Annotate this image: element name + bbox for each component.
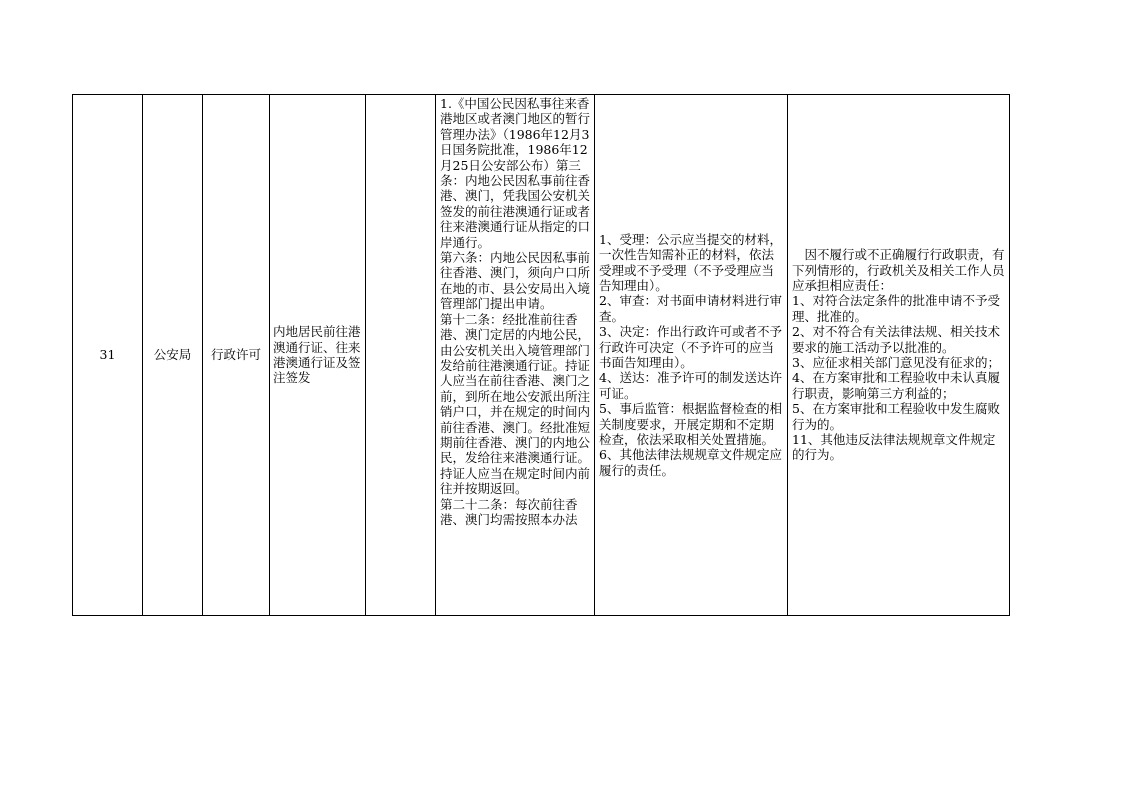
legal-basis-paragraph: 第二十二条：每次前往香港、澳门均需按照本办法 xyxy=(440,496,578,527)
accountability-cell xyxy=(788,95,1009,615)
responsibility-step: 2、审查：对书面申请材料进行审查。 xyxy=(599,293,782,324)
responsibility-steps-list xyxy=(599,232,783,479)
row-number: 31 xyxy=(99,347,116,363)
accountability-item: 11、其他违反法律法规规章文件规定的行为。 xyxy=(792,432,996,463)
category-cell xyxy=(203,95,270,615)
legal-basis-paragraph: 第六条：内地公民因私事前往香港、澳门，须向户口所在地的市、县公安局出入境管理部门提出申请。 xyxy=(440,250,591,312)
accountability-item: 1、对符合法定条件的批准申请不予受理、批准的。 xyxy=(792,293,1000,324)
sub-item-cell xyxy=(366,95,436,615)
accountability-item: 因不履行或不正确履行行政职责，有下列情形的，行政机关及相关工作人员应承担相应责任： xyxy=(792,247,1005,293)
item-name-cell xyxy=(270,95,366,615)
legal-basis-cell xyxy=(436,95,595,615)
power-list-table xyxy=(72,94,1010,616)
accountability-item: 4、在方案审批和工程验收中未认真履行职责，影响第三方利益的； xyxy=(792,370,1000,401)
accountability-item: 3、应征求相关部门意见没有征求的； xyxy=(792,355,1000,370)
legal-basis-paragraph: 第十二条：经批准前往香港、澳门定居的内地公民，由公安机关出入境管理部门发给前往港澳通行证。持证人应当在前往香港、澳门之前，到所在地公安派出所注销户口，并在规定的时间内前往香港、澳门。经批准短期前往香港、澳门的内地公民，发给往来港澳通行证。持证人应当在规定时间内前往并按期返回。 xyxy=(440,311,591,497)
responsibility-step: 1、受理：公示应当提交的材料，一次性告知需补正的材料，依法受理或不予受理（不予受理应当告知理由）。 xyxy=(599,231,782,293)
department: 公安局 xyxy=(153,347,192,363)
responsibility-step: 4、送达：准予许可的制发送达许可证。 xyxy=(599,370,782,401)
power-category: 行政许可 xyxy=(210,347,261,363)
accountability-item: 2、对不符合有关法律法规、相关技术要求的施工活动予以批准的。 xyxy=(792,324,1000,355)
responsibility-step: 5、事后监管：根据监督检查的相关制度要求，开展定期和不定期检查，依法采取相关处置措施。 xyxy=(599,401,782,448)
responsibility-step: 6、其他法律法规规章文件规定应履行的责任。 xyxy=(599,447,782,478)
accountability-item: 5、在方案审批和工程验收中发生腐败行为的。 xyxy=(792,401,1000,432)
department-cell xyxy=(143,95,203,615)
responsibility-step: 3、决定：作出行政许可或者不予行政许可决定（不予许可的应当书面告知理由）。 xyxy=(599,324,782,370)
item-name: 内地居民前往港澳通行证、往来港澳通行证及签注签发 xyxy=(273,324,361,386)
responsibility-steps-cell xyxy=(595,95,788,615)
row-number-cell xyxy=(73,95,143,615)
accountability-list xyxy=(792,247,1005,463)
legal-basis-paragraph: 1.《中国公民因私事往来香港地区或者澳门地区的暂行管理办法》（1986年12月3日国务院批准，1986年12月25日公安部公布）第三条：内地公民因私事前往香港、澳门，凭我国公安机关签发的前往港澳通行证或者往来港澳通行证从指定的口岸通行。 xyxy=(440,96,591,250)
